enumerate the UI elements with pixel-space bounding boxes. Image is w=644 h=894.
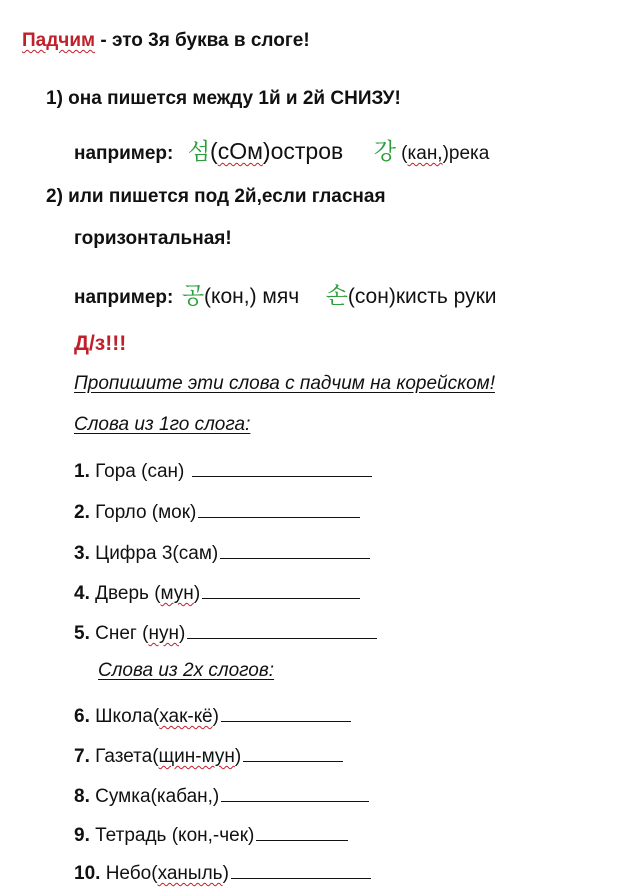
rule-2-line-1: 2) или пишется под 2й,если гласная	[46, 186, 386, 207]
example-2-word-2: (сон)кисть руки	[347, 285, 497, 308]
item-word: Гора (сан)	[95, 461, 190, 482]
intro-line	[22, 30, 310, 52]
pron-som: сОм	[217, 138, 263, 164]
pron-kan: кан,	[407, 143, 443, 164]
list-item: 7. Газета(щин-мун)	[74, 741, 343, 768]
item-number: 8.	[74, 786, 90, 807]
list-item: 4. Дверь (мун)	[74, 578, 360, 605]
list-item: 6. Школа(хак-кё)	[74, 701, 351, 728]
rule-1: 1) она пишется между 1й и 2й СНИЗУ!	[46, 88, 401, 109]
list-item	[74, 538, 370, 565]
item-word: Снег (	[95, 623, 149, 644]
answer-blank[interactable]	[220, 538, 370, 559]
meaning-ostrov: остров	[270, 138, 344, 164]
item-word: Тетрадь (кон,-чек)	[95, 825, 255, 846]
example-2-label: например:	[74, 287, 174, 308]
section-1-title: Слова из 1го слога:	[74, 414, 251, 435]
item-word-flagged: мун	[160, 583, 194, 604]
homework-label: Д/з!!!	[74, 332, 127, 355]
item-number: 10.	[74, 863, 101, 884]
item-number: 4.	[74, 583, 90, 604]
item-word: Цифра 3(сам)	[95, 543, 219, 564]
item-number: 3.	[74, 543, 90, 564]
answer-blank[interactable]	[187, 618, 377, 639]
list-item: 10. Небо(ханыль)	[74, 858, 371, 885]
hangul-som: 섬	[187, 138, 211, 164]
item-word-flagged: нун	[148, 623, 179, 644]
item-word-flagged: хак-кё	[159, 706, 213, 727]
list-item	[74, 820, 348, 847]
item-word: Горло (мок)	[95, 502, 197, 523]
answer-blank[interactable]	[221, 781, 369, 802]
example-2-word-1: (кон,) мяч	[204, 285, 300, 308]
example-2-line	[74, 277, 497, 310]
item-word: Дверь (	[95, 583, 161, 604]
rule-2-line-2: горизонтальная!	[74, 228, 232, 249]
list-item	[74, 497, 360, 524]
item-number: 1.	[74, 461, 90, 482]
item-number: 5.	[74, 623, 90, 644]
instruction: Пропишите эти слова с падчим на корейском!	[74, 373, 495, 394]
padchim-term: Падчим	[22, 30, 96, 51]
answer-blank[interactable]	[202, 578, 360, 599]
intro-text: - это 3я буква в слоге!	[95, 30, 310, 51]
list-item	[74, 781, 369, 808]
item-word: Газета(	[95, 746, 159, 767]
hangul-kon: 공	[181, 282, 205, 308]
item-word: Сумка(кабан,)	[95, 786, 220, 807]
answer-blank[interactable]	[256, 820, 348, 841]
section-2-title: Слова из 2х слогов:	[98, 660, 275, 681]
answer-blank[interactable]	[198, 497, 360, 518]
answer-blank[interactable]	[243, 741, 343, 762]
answer-blank[interactable]	[231, 858, 371, 879]
item-number: 7.	[74, 746, 90, 767]
answer-blank[interactable]	[221, 701, 351, 722]
item-number: 2.	[74, 502, 90, 523]
meaning-reka: река	[448, 143, 490, 164]
hangul-son: 손	[325, 282, 348, 308]
answer-blank[interactable]	[192, 456, 372, 477]
example-1-line: например: 섬(сОм)остров 강 (кан,)река	[74, 138, 490, 164]
item-word: Небо(	[105, 863, 158, 884]
list-item: 5. Снег (нун)	[74, 618, 377, 645]
item-word: Школа(	[95, 706, 160, 727]
item-word-flagged: щин-мун	[158, 746, 235, 767]
item-number: 9.	[74, 825, 90, 846]
example-1-label: например:	[74, 143, 174, 164]
list-item	[74, 456, 372, 483]
item-word-flagged: ханыль	[157, 863, 223, 884]
hangul-kan: 강	[373, 138, 396, 164]
item-number: 6.	[74, 706, 90, 727]
